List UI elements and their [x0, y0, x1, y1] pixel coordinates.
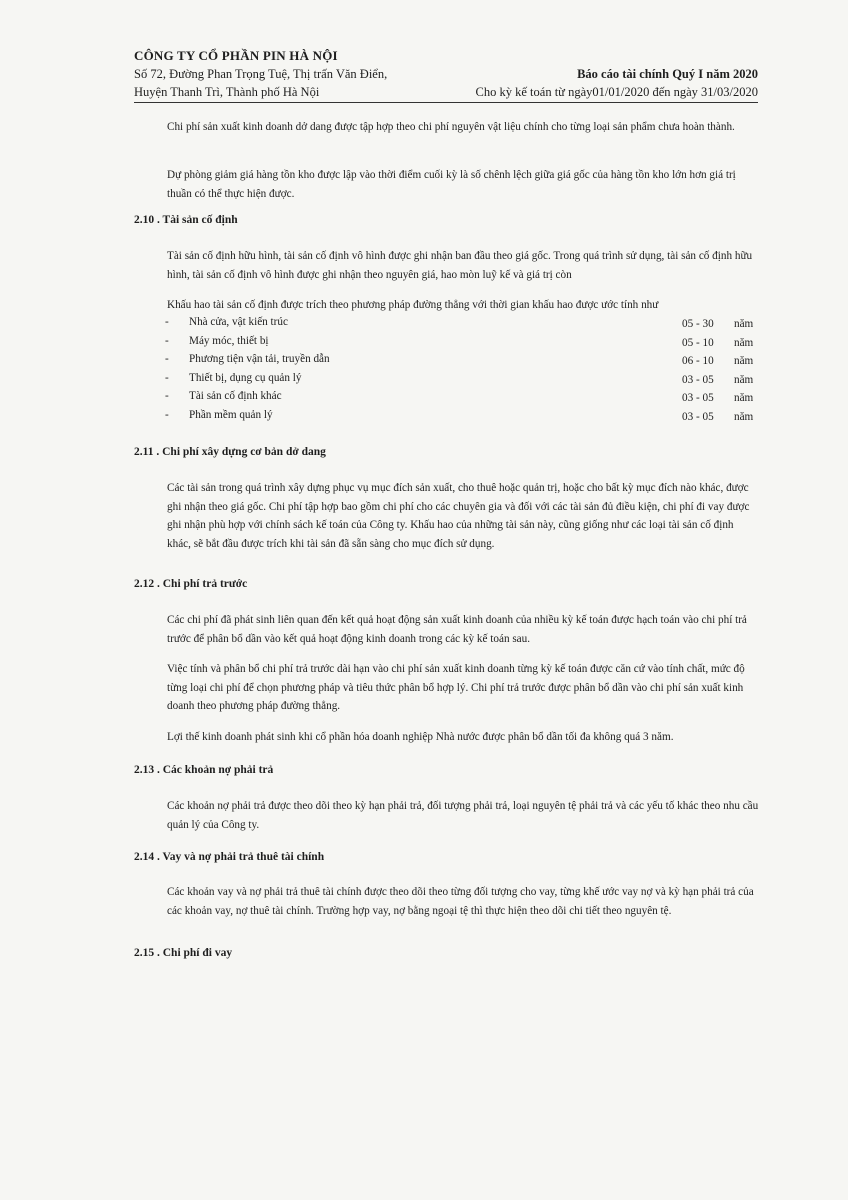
s212-paragraph-1: Các chi phí đã phát sinh liên quan đến kết quả hoạt động sản xuất kinh doanh của nhiều kỳ kế toán được hạch toán vào chi phí trả trước để phân bổ dần vào kết quả hoạt động kinh doanh trong các kỳ kế toán sau. — [167, 614, 747, 645]
asset-name: Phần mềm quản lý — [189, 408, 273, 421]
company-address-line1: Số 72, Đường Phan Trọng Tuệ, Thị trấn Văn Điển, — [134, 67, 388, 81]
years-unit: năm — [734, 392, 754, 405]
s213-paragraph-1: Các khoản nợ phải trả được theo dõi theo kỳ hạn phải trả, đối tượng phải trả, loại nguyên tệ phải trả và các yếu tố khác theo nhu cầu quản lý của Công ty. — [167, 800, 759, 831]
list-dash: - — [165, 316, 169, 328]
list-item — [134, 352, 762, 371]
depreciation-years: 03 - 05 — [682, 373, 714, 386]
list-item — [134, 315, 762, 334]
asset-name: Thiết bị, dụng cụ quản lý — [189, 371, 302, 384]
s210-paragraph-1: Tài sản cố định hữu hình, tài sản cố định vô hình được ghi nhận ban đầu theo giá gốc. Trong quá trình sử dụng, tài sản cố định hữu hình, tài sản cố định vô hình được ghi nhận theo nguyên giá, hao mòn luỹ kế và giá trị còn — [167, 250, 753, 281]
list-item — [134, 389, 762, 408]
header-divider — [134, 102, 758, 103]
years-unit: năm — [734, 336, 754, 349]
intro-paragraph-1: Chi phí sản xuất kinh doanh dở dang được tập hợp theo chi phí nguyên vật liệu chính cho từng loại sản phẩm chưa hoàn thành. — [167, 121, 735, 133]
asset-name: Tài sản cố định khác — [189, 390, 282, 403]
list-dash: - — [165, 353, 169, 366]
intro-paragraph-2: Dự phòng giảm giá hàng tồn kho được lập vào thời điểm cuối kỳ là số chênh lệch giữa giá gốc của hàng tồn kho lớn hơn giá trị thuần có thể thực hiện được. — [167, 169, 736, 200]
years-unit: năm — [734, 373, 754, 386]
years-unit: năm — [734, 318, 754, 330]
depreciation-years: 06 - 10 — [682, 355, 714, 368]
depreciation-years: 05 - 30 — [682, 318, 714, 330]
asset-name: Phương tiện vận tải, truyền dẫn — [189, 353, 330, 366]
list-item — [134, 371, 762, 390]
report-period: Cho kỳ kế toán từ ngày01/01/2020 đến ngày 31/03/2020 — [475, 85, 758, 99]
list-item — [134, 408, 762, 427]
s212-paragraph-3: Lợi thế kinh doanh phát sinh khi cổ phần hóa doanh nghiệp Nhà nước được phân bổ dần tối đa không quá 3 năm. — [167, 731, 674, 743]
asset-name: Nhà cửa, vật kiến trúc — [189, 316, 288, 328]
list-dash: - — [165, 390, 169, 403]
depreciation-list — [134, 315, 762, 427]
list-dash: - — [165, 334, 169, 347]
report-title: Báo cáo tài chính Quý I năm 2020 — [577, 67, 758, 81]
list-item — [134, 334, 762, 353]
depreciation-years: 05 - 10 — [682, 336, 714, 349]
section-heading-2-14: 2.14 . Vay và nợ phải trả thuê tài chính — [134, 851, 325, 863]
depreciation-years: 03 - 05 — [682, 392, 714, 405]
section-heading-2-10: 2.10 . Tài sản cố định — [134, 214, 238, 226]
section-heading-2-13: 2.13 . Các khoản nợ phải trả — [134, 764, 274, 776]
s212-paragraph-2: Việc tính và phân bổ chi phí trả trước dài hạn vào chi phí sản xuất kinh doanh từng kỳ kế toán được căn cứ vào tính chất, mức độ từng loại chi phí để chọn phương pháp và tiêu thức phân bổ hợp lý. Chi phí trả trước được phân bổ dần vào chi phí sản xuất kinh doanh theo phương pháp đường thẳng. — [167, 663, 745, 712]
company-name: CÔNG TY CỔ PHẦN PIN HÀ NỘI — [134, 48, 338, 63]
list-dash: - — [165, 408, 169, 421]
asset-name: Máy móc, thiết bị — [189, 334, 269, 347]
list-dash: - — [165, 371, 169, 384]
depreciation-years: 03 - 05 — [682, 410, 714, 423]
section-heading-2-11: 2.11 . Chi phí xây dựng cơ bản dở dang — [134, 446, 326, 458]
s214-paragraph-1: Các khoản vay và nợ phải trả thuê tài chính được theo dõi theo từng đối tượng cho vay, từng khế ước vay nợ và kỳ hạn phải trả của các khoản vay, nợ thuê tài chính. Trường hợp vay, nợ bằng ngoại tệ thì thực hiện theo dõi chi tiết theo nguyên tệ. — [167, 886, 754, 917]
section-heading-2-15: 2.15 . Chi phí đi vay — [134, 947, 233, 959]
years-unit: năm — [734, 355, 754, 368]
section-heading-2-12: 2.12 . Chi phí trả trước — [134, 578, 248, 590]
s210-paragraph-2: Khấu hao tài sản cố định được trích theo phương pháp đường thẳng với thời gian khấu hao được ước tính như — [167, 299, 659, 311]
s211-paragraph-1: Các tài sản trong quá trình xây dựng phục vụ mục đích sản xuất, cho thuê hoặc quản trị, hoặc cho bất kỳ mục đích nào khác, được ghi nhận theo giá gốc. Chi phí tập hợp bao gồm chi phí cho các chuyên gia và đối với các tài sản đủ điều kiện, chi phí đi vay được ghi nhận phù hợp với chính sách kế toán của Công ty. Khấu hao của những tài sản này, cũng giống như các loại tài sản cố định khác, sẽ bắt đầu được trích khi tài sản đã sẵn sàng cho mục đích sử dụng. — [167, 482, 750, 550]
company-address-line2: Huyện Thanh Trì, Thành phố Hà Nội — [134, 85, 320, 99]
years-unit: năm — [734, 410, 754, 423]
